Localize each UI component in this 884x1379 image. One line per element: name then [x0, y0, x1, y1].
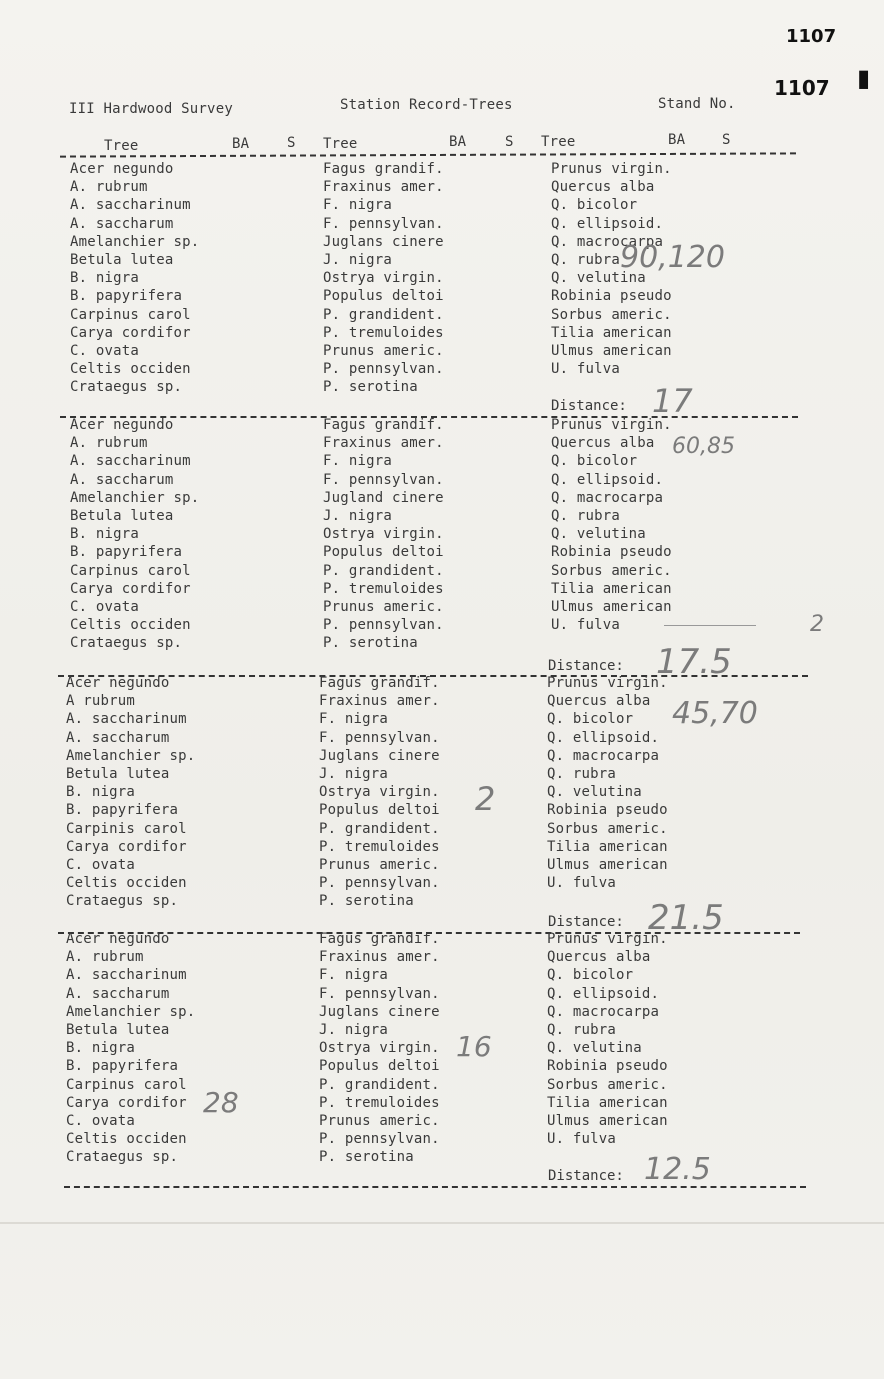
tree-species-entry: Robinia pseudo — [547, 802, 668, 819]
distance-value: 17 — [652, 382, 693, 420]
tree-species-entry: Robinia pseudo — [547, 1058, 668, 1075]
tree-species-entry: A. rubrum — [66, 949, 144, 966]
tree-species-entry: Q. ellipsoid. — [551, 215, 664, 232]
tree-species-entry: A. saccharum — [66, 729, 170, 746]
tree-species-entry: Q. velutina — [551, 526, 646, 543]
tree-species-entry: A. saccharinum — [70, 453, 191, 470]
tree-species-entry: J. nigra — [323, 252, 393, 268]
tree-species-entry: Fagus grandif. — [323, 161, 444, 177]
tree-species-entry: Q. macrocarpa — [547, 747, 660, 764]
tree-species-entry: Q. ellipsoid. — [547, 729, 660, 746]
block-separator — [64, 1186, 806, 1188]
handwritten-note-ostrya-4: 16 — [456, 1030, 492, 1063]
handwritten-note-fulva: 2 — [810, 612, 824, 637]
tree-species-entry: Quercus alba — [547, 693, 651, 710]
tree-species-entry: Q. velutina — [551, 270, 646, 287]
tree-species-entry: Prunus virgin. — [547, 675, 668, 691]
tree-species-entry: Fagus grandif. — [323, 417, 444, 433]
tree-species-entry: Quercus alba — [551, 179, 655, 196]
tree-species-entry: Amelanchier sp. — [70, 233, 200, 250]
tree-species-entry: Ulmus american — [547, 1113, 668, 1129]
tree-species-entry: Prunus americ. — [323, 343, 444, 359]
tree-species-entry: C. ovata — [66, 1113, 136, 1129]
tree-species-entry: Crataegus sp. — [66, 893, 179, 910]
distance-label: Distance: — [548, 914, 624, 930]
tree-species-entry: Fraxinus amer. — [323, 179, 444, 196]
handwritten-note-alba-2: 60,85 — [672, 434, 735, 459]
tree-species-entry: B. papyrifera — [70, 544, 183, 561]
tree-species-entry: Populus deltoi — [319, 1058, 440, 1075]
tree-species-entry: A. saccharinum — [66, 967, 187, 984]
tree-species-entry: P. pennsylvan. — [323, 361, 444, 378]
tree-species-entry: Tilia american — [547, 1094, 668, 1111]
tree-species-entry: Celtis occiden — [70, 361, 191, 378]
distance-value: 21.5 — [648, 898, 724, 938]
tree-species-entry: Prunus americ. — [323, 599, 444, 615]
tree-species-entry: P. serotina — [323, 635, 418, 652]
tree-species-entry: Celtis occiden — [66, 875, 187, 892]
tree-species-entry: J. nigra — [323, 508, 393, 524]
tree-species-entry: Sorbus americ. — [551, 562, 672, 579]
tree-species-entry: Ostrya virgin. — [319, 784, 440, 801]
tree-species-entry: Q. velutina — [547, 1040, 642, 1057]
tree-species-entry: Prunus americ. — [319, 1113, 440, 1129]
tree-species-entry: F. nigra — [319, 967, 389, 984]
col3-s-header: S — [722, 132, 731, 148]
tree-species-entry: Prunus virgin. — [551, 417, 672, 433]
handwritten-note-carya-4: 28 — [203, 1086, 239, 1119]
tree-species-entry: Q. ellipsoid. — [551, 471, 664, 488]
stamp-number-top: 1107 — [786, 26, 837, 47]
tree-species-entry: Tilia american — [547, 838, 668, 855]
tree-species-entry: Sorbus americ. — [551, 306, 672, 323]
stamp-number-bottom: 1107 — [774, 76, 830, 100]
tree-species-entry: C. ovata — [70, 343, 140, 359]
tree-species-entry: P. tremuloides — [319, 1094, 440, 1111]
tree-species-entry: B. nigra — [70, 526, 140, 543]
tree-species-entry: Sorbus americ. — [547, 1076, 668, 1093]
tree-species-entry: P. serotina — [319, 1149, 414, 1166]
tree-species-entry: Fraxinus amer. — [323, 435, 444, 452]
tree-species-entry: Populus deltoi — [323, 544, 444, 561]
tree-species-entry: P. tremuloides — [323, 580, 444, 597]
tree-species-entry: Quercus alba — [547, 949, 651, 966]
tree-species-entry: Carya cordifor — [70, 580, 191, 597]
tree-species-entry: A. saccharum — [70, 471, 174, 488]
tree-species-entry: Carya cordifor — [66, 1094, 187, 1111]
tree-species-entry: Celtis occiden — [70, 617, 191, 634]
tree-species-entry: Carya cordifor — [66, 838, 187, 855]
col3-ba-header: BA — [668, 132, 686, 148]
tree-species-entry: Amelanchier sp. — [66, 747, 196, 764]
form-subtitle: Station Record-Trees — [340, 97, 513, 113]
tree-species-entry: C. ovata — [66, 857, 136, 873]
tree-species-entry: C. ovata — [70, 599, 140, 615]
tree-species-entry: P. serotina — [323, 379, 418, 396]
distance-value: 12.5 — [644, 1152, 711, 1187]
tree-species-entry: P. tremuloides — [319, 838, 440, 855]
tree-species-entry: Q. rubra — [547, 766, 617, 782]
tree-species-entry: U. fulva — [547, 875, 617, 892]
tree-species-entry: Carpinus carol — [70, 306, 191, 323]
tree-species-entry: P. pennsylvan. — [319, 1131, 440, 1148]
handwritten-note-rubra: 90,120 — [620, 240, 725, 275]
header-separator — [60, 152, 796, 157]
tree-species-entry: Robinia pseudo — [551, 288, 672, 305]
tree-species-entry: Carpinus carol — [66, 1076, 187, 1093]
tree-species-entry: A. saccharinum — [70, 197, 191, 214]
tree-species-entry: F. nigra — [319, 711, 389, 728]
tree-species-entry: A. rubrum — [70, 435, 148, 452]
tree-species-entry: B. papyrifera — [70, 288, 183, 305]
tree-species-entry: Robinia pseudo — [551, 544, 672, 561]
tree-species-entry: Q. macrocarpa — [547, 1003, 660, 1020]
tree-species-entry: Prunus americ. — [319, 857, 440, 873]
tree-species-entry: Crataegus sp. — [66, 1149, 179, 1166]
tree-species-entry: Carya cordifor — [70, 324, 191, 341]
paper-fold-line — [0, 1222, 884, 1224]
tree-species-entry: F. pennsylvan. — [319, 985, 440, 1002]
tree-species-entry: Juglans cinere — [323, 233, 444, 250]
col2-s-header: S — [505, 134, 514, 150]
tree-species-entry: Betula lutea — [66, 766, 170, 782]
tree-species-entry: P. grandident. — [323, 562, 444, 579]
tree-species-entry: Q. macrocarpa — [551, 489, 664, 506]
tree-species-entry: Q. macrocarpa — [551, 233, 664, 250]
tree-species-entry: F. nigra — [323, 197, 393, 214]
tree-species-entry: Acer negundo — [66, 931, 170, 947]
distance-label: Distance: — [551, 398, 627, 414]
tree-species-entry: P. pennsylvan. — [323, 617, 444, 634]
tree-species-entry: P. grandident. — [319, 820, 440, 837]
col3-tree-header: Tree — [541, 134, 576, 150]
tree-species-entry: A. saccharinum — [66, 711, 187, 728]
stand-number-label: Stand No. — [658, 96, 736, 112]
tree-species-entry: F. nigra — [323, 453, 393, 470]
tree-species-entry: Prunus virgin. — [547, 931, 668, 947]
tree-species-entry: Betula lutea — [70, 508, 174, 524]
tree-species-entry: A. saccharum — [66, 985, 170, 1002]
tree-species-entry: J. nigra — [319, 766, 389, 782]
tree-species-entry: A. rubrum — [70, 179, 148, 196]
distance-label: Distance: — [548, 658, 624, 674]
distance-label: Distance: — [548, 1168, 624, 1184]
tree-species-entry: Q. rubra — [551, 252, 621, 268]
handwritten-line-fulva — [664, 625, 756, 626]
tree-species-entry: Ulmus american — [547, 857, 668, 873]
tree-species-entry: Ulmus american — [551, 599, 672, 615]
tree-species-entry: Quercus alba — [551, 435, 655, 452]
tree-species-entry: Fraxinus amer. — [319, 693, 440, 710]
tree-species-entry: Carpinus carol — [70, 562, 191, 579]
tree-species-entry: Crataegus sp. — [70, 379, 183, 396]
tree-species-entry: B. nigra — [66, 784, 136, 801]
tree-species-entry: Prunus virgin. — [551, 161, 672, 177]
distance-value: 17.5 — [656, 642, 732, 682]
tree-species-entry: Tilia american — [551, 580, 672, 597]
tree-species-entry: Q. bicolor — [551, 453, 638, 470]
tree-species-entry: Ostrya virgin. — [319, 1040, 440, 1057]
col2-ba-header: BA — [449, 134, 467, 150]
tree-species-entry: Crataegus sp. — [70, 635, 183, 652]
tree-species-entry: F. pennsylvan. — [323, 215, 444, 232]
tree-species-entry: B. papyrifera — [66, 802, 179, 819]
tree-species-entry: Juglans cinere — [319, 1003, 440, 1020]
tree-species-entry: P. grandident. — [323, 306, 444, 323]
tree-species-entry: Fagus grandif. — [319, 675, 440, 691]
col1-tree-header: Tree — [104, 138, 139, 154]
tree-species-entry: Ostrya virgin. — [323, 526, 444, 543]
col1-s-header: S — [287, 135, 296, 151]
tree-species-entry: Juglans cinere — [319, 747, 440, 764]
tree-species-entry: Q. bicolor — [551, 197, 638, 214]
tree-species-entry: Betula lutea — [70, 252, 174, 268]
tree-species-entry: Sorbus americ. — [547, 820, 668, 837]
tree-species-entry: J. nigra — [319, 1022, 389, 1038]
tree-species-entry: A rubrum — [66, 693, 136, 710]
handwritten-note-alba-3: 45,70 — [672, 696, 758, 731]
tree-species-entry: P. serotina — [319, 893, 414, 910]
tree-species-entry: U. fulva — [547, 1131, 617, 1148]
tree-species-entry: P. grandident. — [319, 1076, 440, 1093]
tree-species-entry: A. saccharum — [70, 215, 174, 232]
tree-species-entry: U. fulva — [551, 617, 621, 634]
tree-species-entry: Acer negundo — [70, 161, 174, 177]
tree-species-entry: Ulmus american — [551, 343, 672, 359]
tree-species-entry: Betula lutea — [66, 1022, 170, 1038]
tree-species-entry: Q. bicolor — [547, 967, 634, 984]
tree-species-entry: Q. velutina — [547, 784, 642, 801]
tree-species-entry: Populus deltoi — [319, 802, 440, 819]
tree-species-entry: Q. bicolor — [547, 711, 634, 728]
tree-species-entry: Amelanchier sp. — [70, 489, 200, 506]
tree-species-entry: F. pennsylvan. — [319, 729, 440, 746]
tree-species-entry: Q. rubra — [547, 1022, 617, 1038]
tree-species-entry: Jugland cinere — [323, 489, 444, 506]
tree-species-entry: Amelanchier sp. — [66, 1003, 196, 1020]
tree-species-entry: U. fulva — [551, 361, 621, 378]
tree-species-entry: P. pennsylvan. — [319, 875, 440, 892]
tree-species-entry: Fraxinus amer. — [319, 949, 440, 966]
tree-species-entry: Q. ellipsoid. — [547, 985, 660, 1002]
tree-species-entry: P. tremuloides — [323, 324, 444, 341]
tree-species-entry: B. papyrifera — [66, 1058, 179, 1075]
tree-species-entry: Q. rubra — [551, 508, 621, 524]
form-title: III Hardwood Survey — [69, 101, 233, 117]
col2-tree-header: Tree — [323, 136, 358, 152]
tree-species-entry: Acer negundo — [66, 675, 170, 691]
tree-species-entry: F. pennsylvan. — [323, 471, 444, 488]
tree-species-entry: Fagus grandif. — [319, 931, 440, 947]
col1-ba-header: BA — [232, 136, 250, 152]
tree-species-entry: Tilia american — [551, 324, 672, 341]
tree-species-entry: Carpinis carol — [66, 820, 187, 837]
stamp-mark: ▮ — [857, 64, 871, 92]
handwritten-note-ostrya-3: 2 — [475, 780, 496, 818]
tree-species-entry: Celtis occiden — [66, 1131, 187, 1148]
tree-species-entry: Ostrya virgin. — [323, 270, 444, 287]
tree-species-entry: B. nigra — [70, 270, 140, 287]
tree-species-entry: Populus deltoi — [323, 288, 444, 305]
tree-species-entry: B. nigra — [66, 1040, 136, 1057]
tree-species-entry: Acer negundo — [70, 417, 174, 433]
